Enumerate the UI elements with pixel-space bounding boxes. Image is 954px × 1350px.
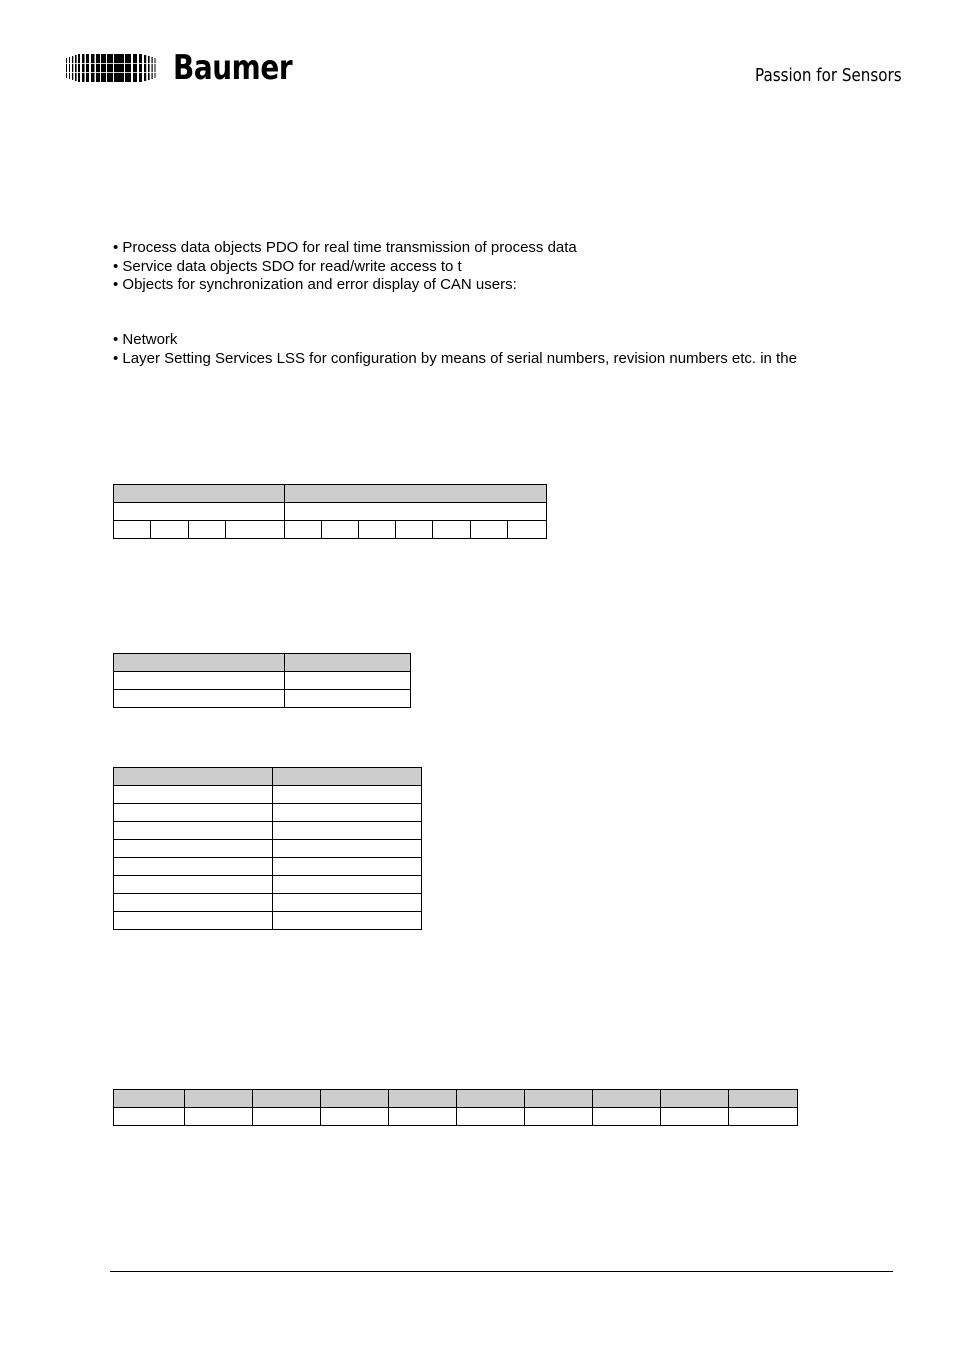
table-cell xyxy=(114,822,273,840)
table-cell xyxy=(114,768,273,786)
table-cell xyxy=(273,876,422,894)
table-cell xyxy=(471,521,508,539)
table-cell xyxy=(285,485,547,503)
bullet-list-communication xyxy=(113,239,893,295)
table-cell xyxy=(661,1108,729,1126)
table-cell xyxy=(273,786,422,804)
table-cell xyxy=(273,858,422,876)
baumer-logo-icon xyxy=(66,54,158,82)
table-cell xyxy=(457,1090,525,1108)
table-cell xyxy=(285,654,411,672)
table-cell xyxy=(285,521,322,539)
list-item: • Layer Setting Services LSS for configuration by means of serial numbers, revision numbers etc. in the xyxy=(113,349,797,367)
table-row xyxy=(114,672,411,690)
table-cell xyxy=(114,876,273,894)
table-cell xyxy=(322,521,359,539)
table-cell xyxy=(114,485,285,503)
table-cell xyxy=(273,822,422,840)
table-cell xyxy=(729,1108,798,1126)
table-header-row xyxy=(114,1090,798,1108)
table-cell xyxy=(321,1108,389,1126)
table-cell xyxy=(433,521,471,539)
table-cell xyxy=(396,521,433,539)
table-row xyxy=(114,894,422,912)
table-cell xyxy=(321,1090,389,1108)
table-cell xyxy=(253,1090,321,1108)
table-cell xyxy=(285,503,547,521)
table-cell xyxy=(273,894,422,912)
table-cell xyxy=(151,521,189,539)
table-row xyxy=(114,690,411,708)
data-bytes-table xyxy=(113,1089,798,1126)
table-row xyxy=(114,822,422,840)
table-cell xyxy=(253,1108,321,1126)
table-row xyxy=(114,876,422,894)
table-row xyxy=(114,786,422,804)
table-cell xyxy=(389,1108,457,1126)
table-cell xyxy=(285,672,411,690)
table-cell xyxy=(114,690,285,708)
table-row xyxy=(114,521,547,539)
table-cell xyxy=(114,858,273,876)
table-cell xyxy=(114,840,273,858)
table-row xyxy=(114,1108,798,1126)
table-cell xyxy=(114,672,285,690)
table-header-row xyxy=(114,654,411,672)
table-cell xyxy=(525,1090,593,1108)
table-row xyxy=(114,858,422,876)
brand-wordmark: Baumer xyxy=(173,48,293,88)
table-cell xyxy=(457,1108,525,1126)
tagline: Passion for Sensors xyxy=(755,65,902,86)
table-cell xyxy=(273,768,422,786)
table-cell xyxy=(525,1108,593,1126)
table-cell xyxy=(226,521,285,539)
list-item: • Process data objects PDO for real time transmission of process data xyxy=(113,239,577,256)
table-cell xyxy=(593,1108,661,1126)
table-row xyxy=(114,804,422,822)
table-cell xyxy=(114,912,273,930)
table-cell xyxy=(114,786,273,804)
table-row xyxy=(114,912,422,930)
table-cell xyxy=(389,1090,457,1108)
identifier-table xyxy=(113,653,411,708)
table-cell xyxy=(114,521,151,539)
list-item: • Network xyxy=(113,331,178,348)
table-cell xyxy=(114,894,273,912)
table-cell xyxy=(661,1090,729,1108)
table-cell xyxy=(359,521,396,539)
table-cell xyxy=(189,521,226,539)
table-header-row xyxy=(114,485,547,503)
table-cell xyxy=(185,1108,253,1126)
table-cell xyxy=(114,503,285,521)
table-cell xyxy=(508,521,547,539)
table-cell xyxy=(729,1090,798,1108)
message-structure-table xyxy=(113,484,547,539)
table-cell xyxy=(593,1090,661,1108)
list-item: • Service data objects SDO for read/write access to t xyxy=(113,257,462,275)
table-cell xyxy=(273,804,422,822)
table-cell xyxy=(285,690,411,708)
footer-divider xyxy=(110,1271,893,1272)
table-row xyxy=(114,503,547,521)
table-header-row xyxy=(114,768,422,786)
table-cell xyxy=(114,654,285,672)
table-cell xyxy=(114,1108,185,1126)
list-item: • Objects for synchronization and error display of CAN users: xyxy=(113,276,517,293)
table-cell xyxy=(273,840,422,858)
table-row xyxy=(114,840,422,858)
bullet-list-network xyxy=(113,331,893,368)
function-code-table xyxy=(113,767,422,930)
table-cell xyxy=(114,804,273,822)
table-cell xyxy=(185,1090,253,1108)
table-cell xyxy=(273,912,422,930)
table-cell xyxy=(114,1090,185,1108)
